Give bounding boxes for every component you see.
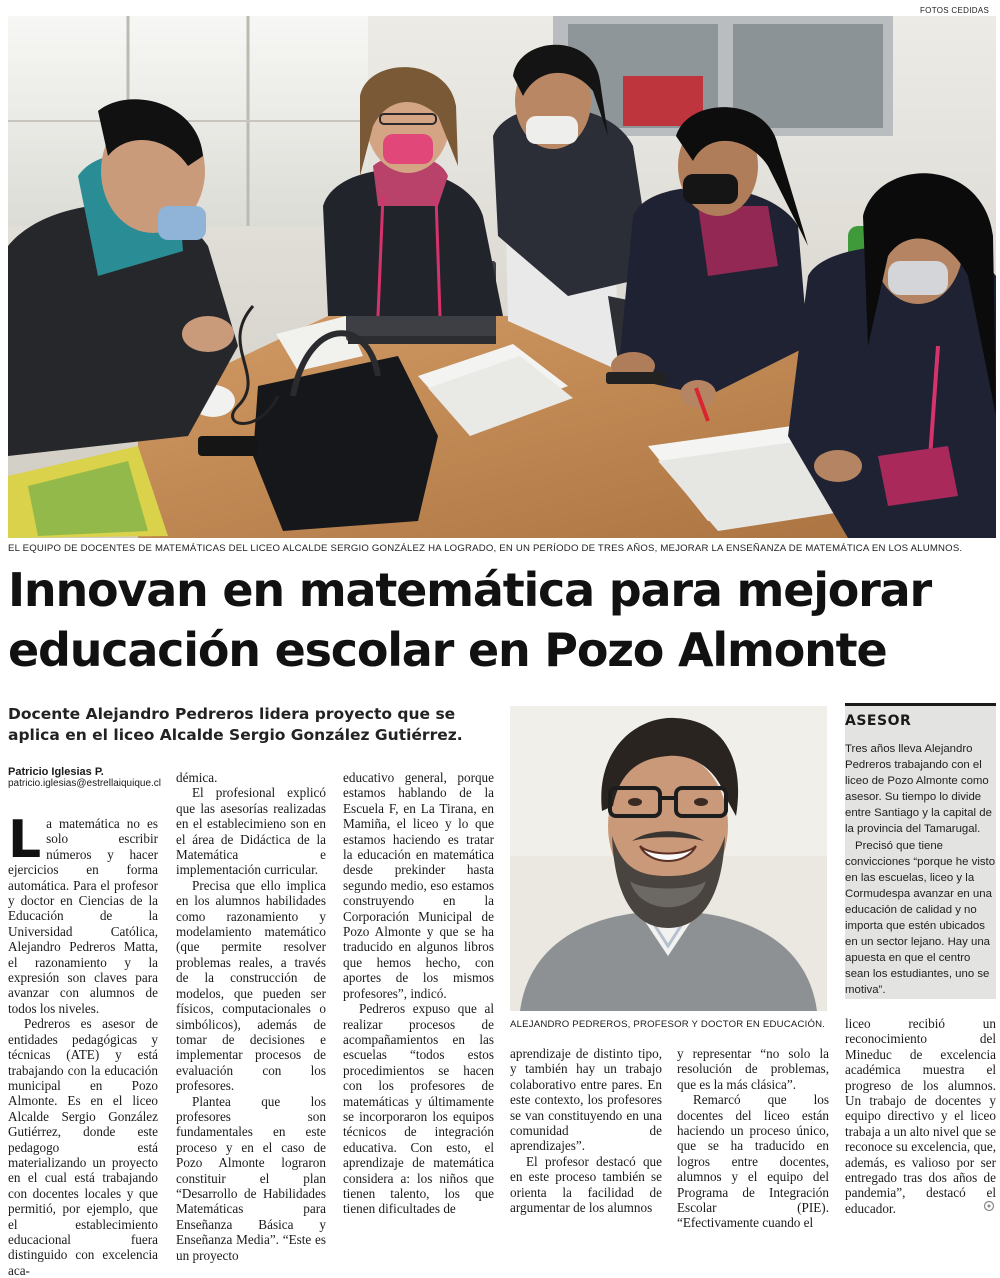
body-text: a matemática no es solo escribir números y hacer ejercicios en forma automática. Para el profesor y doctor en Ciencias de la Educación de la Universidad Católica, Alejandro Pedreros Matta, el razonamiento y la expresión son claves para avanzar con alumnos de todos los niveles. <box>8 816 158 1016</box>
body-paragraph: aprendizaje de distinto tipo, y también hay un trabajo colaborativo entre pares. En este contexto, los profesores se van constituyendo en una comunidad de aprendizajes”. <box>510 1046 662 1154</box>
author-email[interactable]: patricio.iglesias@estrellaiquique.cl <box>8 778 162 789</box>
subheadline: Docente Alejandro Pedreros lidera proyecto que se aplica en el liceo Alcalde Sergio González Gutiérrez. <box>8 705 463 744</box>
headline <box>8 560 996 680</box>
main-photo <box>8 16 996 538</box>
sidebar-top-rule <box>845 703 996 706</box>
article-column-2 <box>176 770 326 1263</box>
drop-cap: L <box>8 810 42 870</box>
body-paragraph: y representar “no solo la resolución de problemas, que es la más clásica”. <box>677 1046 829 1092</box>
main-photo-caption: EL EQUIPO DE DOCENTES DE MATEMÁTICAS DEL LICEO ALCALDE SERGIO GONZÁLEZ HA LOGRADO, EN UN PERÍODO DE TRES AÑOS, MEJORAR LA ENSEÑANZA DE MATEMÁTICA EN LOS ALUMNOS. <box>8 543 963 554</box>
body-paragraph: Precisa que ello implica en los alumnos habilidades como razonamiento y modelamiento matemático (que permite resolver problemas reales, a través de la construcción de modelos, que pueden ser físicos, computacionales o simbólicos), además de tomar de decisiones e implementar procesos de evaluación con los profesores. <box>176 877 326 1094</box>
body-paragraph: El profesional explicó que las asesorías realizadas en el establecimieno son en el área de Didáctica de la Matemática e implementación curricular. <box>176 785 326 878</box>
article-column-4 <box>510 1046 662 1215</box>
author-name: Patricio Iglesias P. <box>8 766 104 778</box>
body-paragraph: liceo recibió un reconocimiento del Mineduc de excelencia académica muestra el progreso de los alumnos. Un trabajo de docentes y equipo directivo y el liceo trabaja a un alto nivel que se reconoce su excelencia, que, además, es valioso por ser entregado tras dos años de pandemia”, destacó el educador. <box>845 1016 996 1216</box>
portrait-illustration <box>510 706 827 1011</box>
body-paragraph: Pedreros expuso que al realizar procesos de acompañamientos en las escuelas “todos estos procedimientos se hacen con los profesores de matemáticas y últimamente se incorporaron los equipos técnicos de integración educativa. Con esto, el aprendizaje de matemática considera a: los niños que tienen talento, los que tienen dificultades de <box>343 1001 494 1217</box>
photo-credit: FOTOS CEDIDAS <box>920 6 990 15</box>
article-column-6 <box>845 1016 996 1216</box>
body-paragraph: educativo general, porque estamos hablando de la Escuela F, en La Tirana, en Mamiña, el liceo y lo que estamos haciendo es tratar la educación en matemática desde prekinder hasta segundo medio, eso estamos construyendo en la Corporación Municipal de Pozo Almonte y que se ha traducido en algunos libros que hemos hecho, con aportes de los mismos profesores”, indicó. <box>343 770 494 1001</box>
body-paragraph: Pedreros es asesor de entidades pedagógicas y técnicas (ATE) y está trabajando con la educación municipal en Pozo Almonte. Es en el liceo Alcalde Sergio González Gutiérrez, donde este pedagogo está materializando un proyecto en el cual está trabajando con docentes locales y que permitió, por ejemplo, que el establecimiento educacional fuera distinguido con excelencia aca- <box>8 1016 158 1278</box>
body-paragraph: Plantea que los profesores son fundamentales en este proceso y en el caso de Pozo Almonte lograron constituir el plan “Desarrollo de Habilidades Matemáticas para Enseñanza Básica y Enseñanza Media”. “Este es un proyecto <box>176 1093 326 1263</box>
sidebar-paragraph: Precisó que tiene convicciones “porque he visto en las escuelas, liceo y la Cormudespa avanzar en una educación de calidad y no importa que estén ubicados en un sector lejano. Hay una apuesta en que el centro sean los estudiantes, uno se motiva”. <box>845 839 996 997</box>
sidebar-paragraph: Tres años lleva Alejandro Pedreros trabajando con el liceo de Pozo Almonte como asesor. Su tiempo lo divide entre Santiago y la capital de la provincia del Tamarugal. <box>845 743 992 836</box>
body-paragraph: Remarcó que los docentes del liceo están haciendo un proceso único, que se ha traducido en logros entre docentes, alumnos y el equipo del Programa de Integración Escolar (PIE). “Efectivamente cuando el <box>677 1092 829 1231</box>
byline <box>8 766 161 789</box>
body-paragraph: démica. <box>176 770 218 785</box>
article-column-5 <box>677 1046 829 1231</box>
headline-line-1: Innovan en matemática para mejorar <box>8 563 931 617</box>
article-column-1 <box>8 810 158 1278</box>
sidebar-asesor <box>845 703 996 999</box>
sidebar-title: ASESOR <box>845 713 912 729</box>
portrait-photo <box>510 706 827 1011</box>
main-photo-illustration <box>8 16 996 538</box>
sidebar-body <box>845 741 996 999</box>
portrait-caption: ALEJANDRO PEDREROS, PROFESOR Y DOCTOR EN EDUCACIÓN. <box>510 1019 826 1030</box>
headline-line-2: educación escolar en Pozo Almonte <box>8 623 887 677</box>
end-of-article-icon <box>983 1200 995 1212</box>
article-column-3 <box>343 770 494 1217</box>
body-paragraph <box>8 810 158 1016</box>
body-paragraph: El profesor destacó que en este proceso también se orienta la facilidad de argumentar de los alumnos <box>510 1153 662 1216</box>
